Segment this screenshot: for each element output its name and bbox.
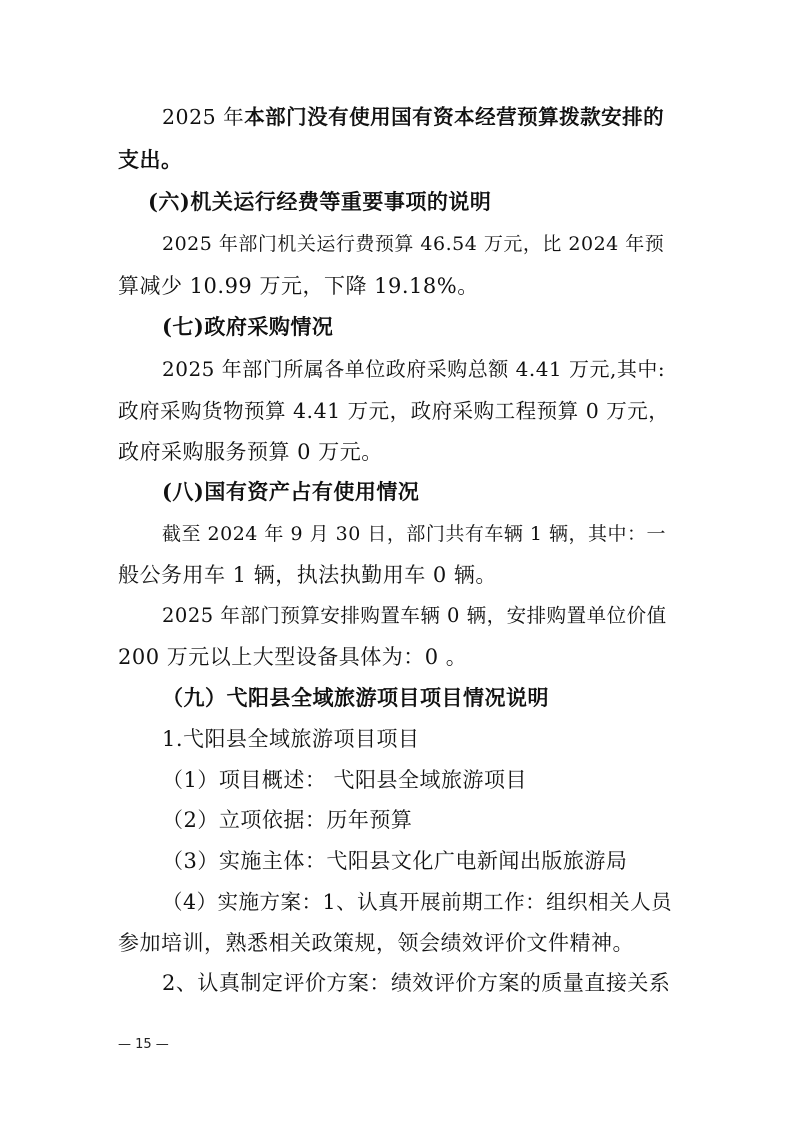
section-heading-8: (八)国有资产占有使用情况 [162,479,420,504]
paragraph-line: （3）实施主体：弋阳县文化广电新闻出版旅游局 [162,849,628,873]
section-heading-6: (六)机关运行经费等重要事项的说明 [148,189,492,214]
section-heading-7: (七)政府采购情况 [162,314,334,339]
section-heading-9: （九）弋阳县全域旅游项目项目情况说明 [162,685,549,710]
paragraph-line: 支出。 [118,147,183,172]
paragraph-line: 2025 年部门预算安排购置车辆 0 辆，安排购置单位价值 [162,604,667,627]
page-number: — 15 — [118,1037,169,1052]
paragraph-line: （4）实施方案：1、认真开展前期工作：组织相关人员 [162,890,673,914]
paragraph-line: 2025 年部门机关运行费预算 46.54 万元，比 2024 年预 [162,233,665,255]
paragraph-line: 200 万元以上大型设备具体为：0 。 [118,645,468,669]
paragraph-line: 2025 年部门所属各单位政府采购总额 4.41 万元,其中: [162,357,666,381]
paragraph-line: 般公务用车 1 辆，执法执勤用车 0 辆。 [118,563,497,587]
paragraph-line: 政府采购货物预算 4.41 万元，政府采购工程预算 0 万元， [118,399,670,423]
bold-text: 本部门没有使用国有资本经营预算拨款安排的 [244,105,665,129]
paragraph-line: 参加培训，熟悉相关政策规，领会绩效评价文件精神。 [118,931,634,955]
paragraph-line [162,103,664,131]
paragraph-line: 1.弋阳县全域旅游项目项目 [162,727,420,751]
paragraph-line: 截至 2024 年 9 月 30 日，部门共有车辆 1 辆，其中：一 [162,523,667,545]
paragraph-line: 2、认真制定评价方案：绩效评价方案的质量直接关系 [162,971,671,995]
paragraph-line: 算减少 10.99 万元，下降 19.18%。 [118,274,479,298]
paragraph-line: （1）项目概述： 弋阳县全域旅游项目 [162,768,528,792]
paragraph-line: （2）立项依据：历年预算 [162,808,413,832]
year-text: 2025 年 [162,105,245,129]
paragraph-line: 政府采购服务预算 0 万元。 [118,440,383,464]
